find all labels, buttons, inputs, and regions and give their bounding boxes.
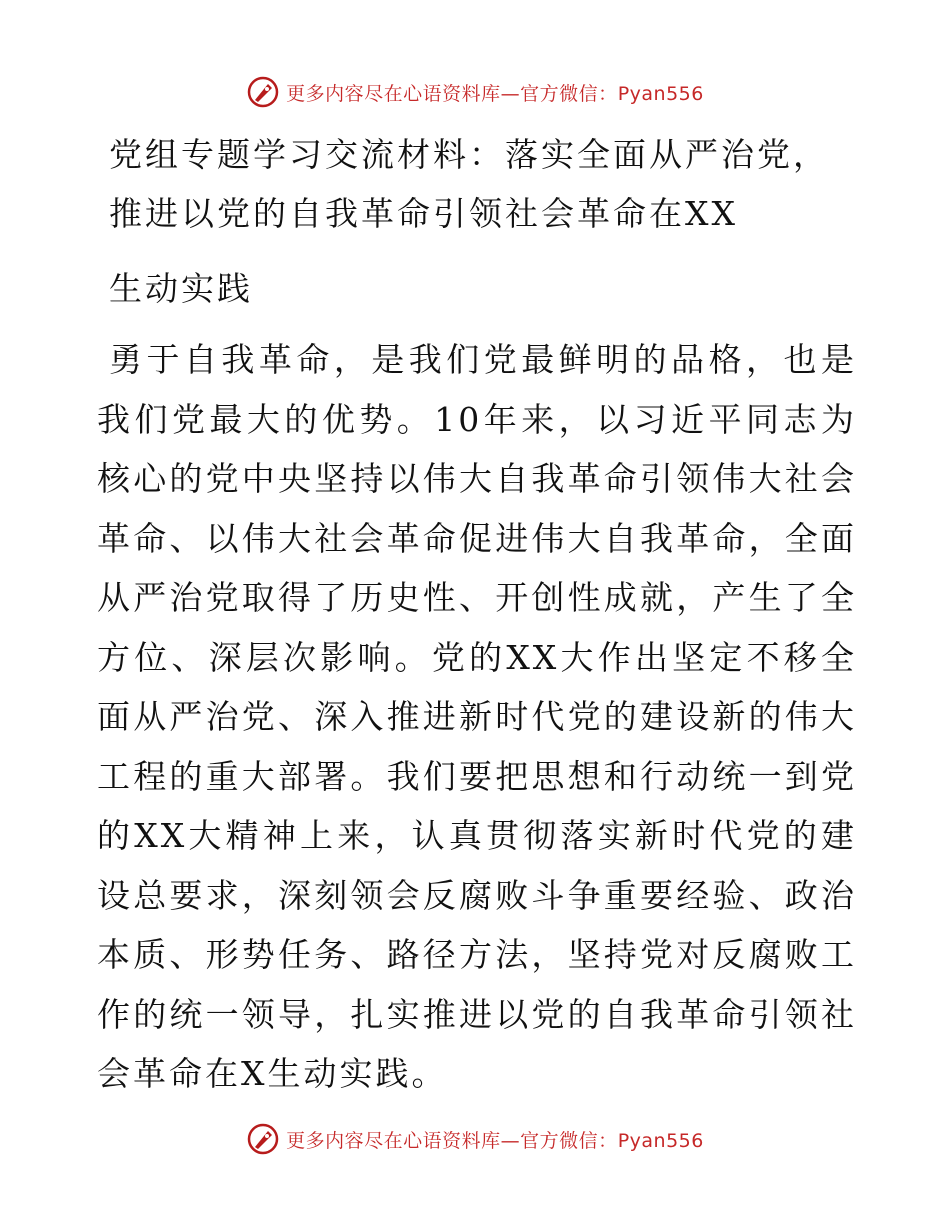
watermark-text: 更多内容尽在心语资料库—官方微信：Pyan556 <box>286 82 704 105</box>
watermark-text: 更多内容尽在心语资料库—官方微信：Pyan556 <box>286 1129 704 1152</box>
footer-watermark <box>0 1117 950 1161</box>
document-title: 党组专题学习交流材料：落实全面从严治党，推进以党的自我革命引领社会革命在XX <box>109 135 829 233</box>
pen-nib-logo-icon <box>246 75 280 109</box>
pen-nib-logo-icon <box>246 1122 280 1156</box>
header-watermark <box>0 70 950 114</box>
document-subtitle: 生动实践 <box>109 269 253 308</box>
document-body <box>97 125 857 1104</box>
body-paragraph: 勇于自我革命，是我们党最鲜明的品格，也是我们党最大的优势。10年来，以习近平同志为核心的党中央坚持以伟大自我革命引领伟大社会革命、以伟大社会革命促进伟大自我革命，全面从严治党取得了历史性、开创性成就，产生了全方位、深层次影响。党的XX大作出坚定不移全面从严治党、深入推进新时代党的建设新的伟大工程的重大部署。我们要把思想和行动统一到党的XX大精神上来，认真贯彻落实新时代党的建设总要求，深刻领会反腐败斗争重要经验、政治本质、形势任务、路径方法，坚持党对反腐败工作的统一领导，扎实推进以党的自我革命引领社会革命在X生动实践。 <box>97 340 857 1093</box>
